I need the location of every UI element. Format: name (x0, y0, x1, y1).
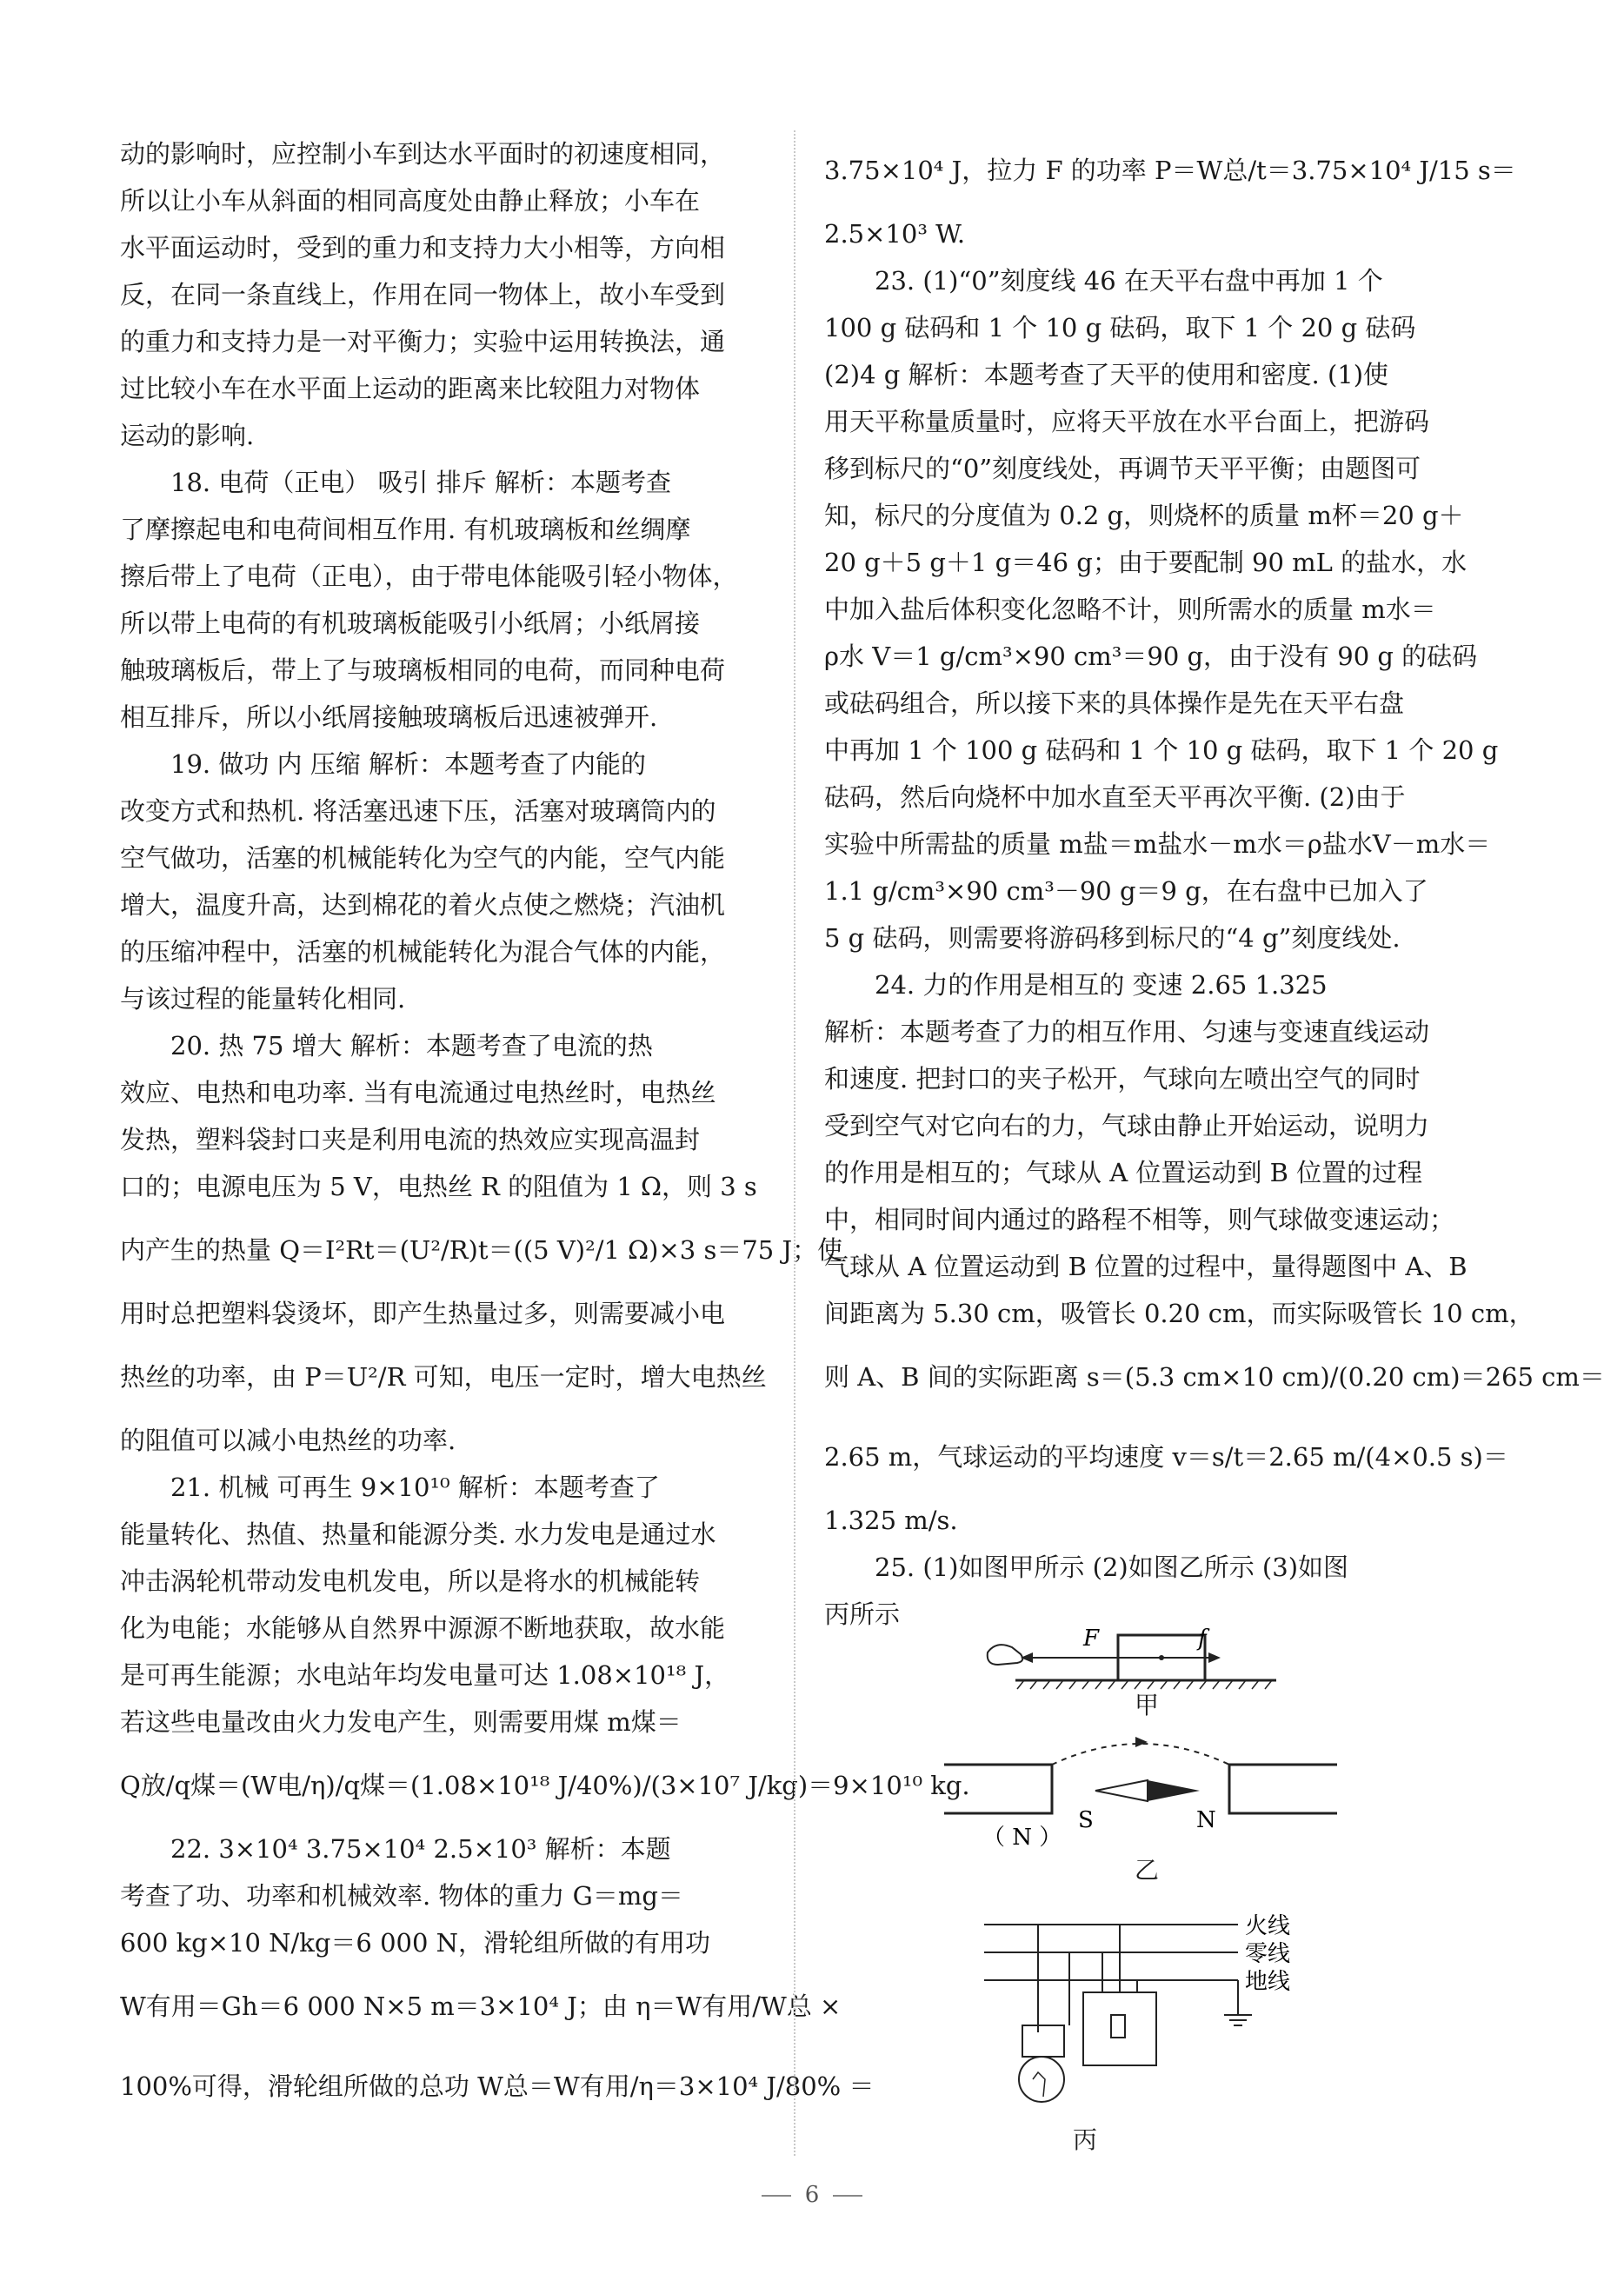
socket (1083, 1992, 1156, 2065)
text-line: 动的影响时，应控制小车到达水平面时的初速度相同， (120, 139, 726, 169)
figure-yi-caption: 乙 (1134, 1856, 1159, 1885)
figure-bing (824, 1904, 1469, 2156)
text-line: 的作用是相互的；气球从 A 位置运动到 B 位置的过程 (824, 1158, 1423, 1187)
text-line: 20. 热 75 增大 解析：本题考查了电流的热 (170, 1031, 653, 1061)
text-line: 的重力和支持力是一对平衡力；实验中运用转换法，通 (120, 327, 726, 356)
text-line: 21. 机械 可再生 9×10¹⁰ 解析：本题考查了 (170, 1473, 660, 1502)
compass-n-label: N (1196, 1807, 1216, 1833)
text-line: 效应、电热和电功率. 当有电流通过电热丝时，电热丝 (120, 1078, 716, 1107)
page-number-value: 6 (804, 2182, 820, 2208)
text-line: 考查了功、功率和机械效率. 物体的重力 G＝mg＝ (120, 1881, 683, 1911)
text-line: 中再加 1 个 100 g 砝码和 1 个 10 g 砝码，取下 1 个 20 g (824, 735, 1499, 765)
text-line: 反，在同一条直线上，作用在同一物体上，故小车受到 (120, 280, 726, 309)
text-line: 过比较小车在水平面上运动的距离来比较阻力对物体 (120, 374, 701, 403)
text-line: 24. 力的作用是相互的 变速 2.65 1.325 (875, 970, 1328, 1000)
text-line: 丙所示 (824, 1599, 901, 1629)
text-line: 擦后带上了电荷（正电），由于带电体能吸引轻小物体， (120, 562, 738, 591)
text-line: 改变方式和热机. 将活塞迅速下压，活塞对玻璃筒内的 (120, 796, 716, 826)
text-line: 移到标尺的“0”刻度线处，再调节天平平衡；由题图可 (824, 454, 1421, 483)
text-line: 则 A、B 间的实际距离 s＝(5.3 cm×10 cm)/(0.20 cm)＝265 cm＝ (824, 1362, 1605, 1392)
figure-yi (824, 1730, 1469, 1895)
right-column (824, 130, 1605, 1638)
text-line: 或砝码组合，所以接下来的具体操作是先在天平右盘 (824, 688, 1405, 718)
force-f-label: F (1083, 1626, 1100, 1652)
text-line: 增大，温度升高，达到棉花的着火点使之燃烧；汽油机 (120, 890, 726, 920)
figure-bing-drawing (824, 1904, 1469, 2156)
text-line: 用天平称量质量时，应将天平放在水平台面上，把游码 (824, 407, 1430, 436)
text-line: W有用＝Gh＝6 000 N×5 m＝3×10⁴ J；由 η＝W有用/W总 × (120, 1991, 842, 2021)
text-line: 运动的影响. (120, 421, 255, 450)
figure-jia (824, 1604, 1469, 1721)
text-line: 砝码，然后向烧杯中加水直至天平再次平衡. (2)由于 (824, 782, 1406, 812)
text-line: 中加入盐后体积变化忽略不计，则所需水的质量 m水＝ (824, 595, 1436, 624)
text-line: 2.65 m，气球运动的平均速度 v＝s/t＝2.65 m/(4×0.5 s)＝ (824, 1442, 1508, 1472)
text-line: 中，相同时间内通过的路程不相等，则气球做变速运动； (824, 1205, 1455, 1234)
text-line: 5 g 砝码，则需要将游码移到标尺的“4 g”刻度线处. (824, 923, 1401, 953)
text-line: 和速度. 把封口的夹子松开，气球向左喷出空气的同时 (824, 1064, 1421, 1094)
text-line: 解析：本题考查了力的相互作用、匀速与变速直线运动 (824, 1017, 1430, 1047)
text-line: 19. 做功 内 压缩 解析：本题考查了内能的 (170, 749, 646, 779)
text-line: 水平面运动时，受到的重力和支持力大小相等，方向相 (120, 233, 726, 263)
text-line: 20 g＋5 g＋1 g＝46 g；由于要配制 90 mL 的盐水，水 (824, 548, 1468, 577)
text-line: 1.325 m/s. (824, 1506, 958, 1535)
ground-wire-label: 地线 (1245, 1969, 1291, 1995)
field-line (1052, 1744, 1229, 1765)
bulb-icon (1019, 2057, 1064, 2102)
text-line: 23. (1)“0”刻度线 46 在天平右盘中再加 1 个 (875, 266, 1383, 296)
text-line: 间距离为 5.30 cm，吸管长 0.20 cm，而实际吸管长 10 cm， (824, 1299, 1534, 1328)
text-line: (2)4 g 解析：本题考查了天平的使用和密度. (1)使 (824, 360, 1389, 389)
text-line: 触玻璃板后，带上了与玻璃板相同的电荷，而同种电荷 (120, 655, 726, 685)
page-number (0, 2182, 1624, 2208)
text-line: 25. (1)如图甲所示 (2)如图乙所示 (3)如图 (875, 1553, 1349, 1582)
text-line: 所以让小车从斜面的相同高度处由静止释放；小车在 (120, 186, 701, 216)
text-line: 热丝的功率，由 P＝U²/R 可知，电压一定时，增大电热丝 (120, 1362, 767, 1392)
text-line: 发热，塑料袋封口夹是利用电流的热效应实现高温封 (120, 1125, 701, 1154)
text-line: 内产生的热量 Q＝I²Rt＝(U²/R)t＝((5 V)²/1 Ω)×3 s＝75 J；使 (120, 1235, 843, 1265)
lamp-holder (1022, 2025, 1064, 2057)
text-line: 22. 3×10⁴ 3.75×10⁴ 2.5×10³ 解析：本题 (170, 1834, 671, 1864)
text-line: 2.5×10³ W. (824, 219, 966, 249)
text-line: 的阻值可以减小电热丝的功率. (120, 1426, 456, 1455)
coil-pole-label: （ N ） (982, 1825, 1062, 1851)
text-line: 受到空气对它向右的力，气球由静止开始运动，说明力 (824, 1111, 1430, 1140)
text-line: 的压缩冲程中，活塞的机械能转化为混合气体的内能， (120, 937, 726, 967)
text-line: 18. 电荷（正电） 吸引 排斥 解析：本题考查 (170, 468, 671, 497)
text-line: 了摩擦起电和电荷间相互作用. 有机玻璃板和丝绸摩 (120, 515, 691, 544)
text-line: 与该过程的能量转化相同. (120, 984, 406, 1014)
text-line: 空气做功，活塞的机械能转化为空气的内能，空气内能 (120, 843, 726, 873)
text-line: 口的；电源电压为 5 V，电热丝 R 的阻值为 1 Ω，则 3 s (120, 1172, 757, 1201)
column-divider (794, 130, 795, 2156)
text-line: 知，标尺的分度值为 0.2 g，则烧杯的质量 m杯＝20 g＋ (824, 501, 1464, 530)
text-line: 1.1 g/cm³×90 cm³－90 g＝9 g，在右盘中已加入了 (824, 876, 1428, 906)
text-line: Q放/q煤＝(W电/η)/q煤＝(1.08×10¹⁸ J/40%)/(3×10⁷ J/kg)＝9×10¹⁰ kg. (120, 1771, 970, 1800)
compass-needle-north (1148, 1780, 1200, 1801)
figure-bing-caption: 丙 (1072, 2125, 1097, 2154)
text-line: 3.75×10⁴ J，拉力 F 的功率 P＝W总/t＝3.75×10⁴ J/15 s＝ (824, 156, 1516, 185)
text-line: 用时总把塑料袋烫坏，即产生热量过多，则需要减小电 (120, 1299, 726, 1328)
compass-s-label: S (1078, 1807, 1094, 1833)
text-line: 100%可得，滑轮组所做的总功 W总＝W有用/η＝3×10⁴ J/80% ＝ (120, 2071, 875, 2101)
text-line: 气球从 A 位置运动到 B 位置的过程中，量得题图中 A、B (824, 1252, 1468, 1281)
neutral-wire-label: 零线 (1245, 1941, 1291, 1967)
text-line: 若这些电量改由火力发电产生，则需要用煤 m煤＝ (120, 1707, 682, 1737)
friction-label: f (1198, 1626, 1207, 1652)
text-line: ρ水 V＝1 g/cm³×90 cm³＝90 g，由于没有 90 g 的砝码 (824, 642, 1478, 671)
text-line: 相互排斥，所以小纸屑接触玻璃板后迅速被弹开. (120, 702, 658, 732)
text-line: 能量转化、热值、热量和能源分类. 水力发电是通过水 (120, 1519, 716, 1549)
figure-jia-caption: 甲 (1134, 1691, 1159, 1719)
text-line: 实验中所需盐的质量 m盐＝m盐水－m水＝ρ盐水V－m水＝ (824, 829, 1491, 859)
text-line: 是可再生能源；水电站年均发电量可达 1.08×10¹⁸ J， (120, 1660, 730, 1690)
text-line: 化为电能；水能够从自然界中源源不断地获取，故水能 (120, 1613, 726, 1643)
text-line: 600 kg×10 N/kg＝6 000 N，滑轮组所做的有用功 (120, 1928, 711, 1958)
live-wire-label: 火线 (1245, 1913, 1291, 1939)
hand-icon (988, 1645, 1023, 1665)
compass-needle-south (1095, 1780, 1148, 1801)
text-line: 100 g 砝码和 1 个 10 g 砝码，取下 1 个 20 g 砝码 (824, 313, 1416, 342)
text-line: 所以带上电荷的有机玻璃板能吸引小纸屑；小纸屑接 (120, 608, 701, 638)
text-line: 冲击涡轮机带动发电机发电，所以是将水的机械能转 (120, 1566, 701, 1596)
